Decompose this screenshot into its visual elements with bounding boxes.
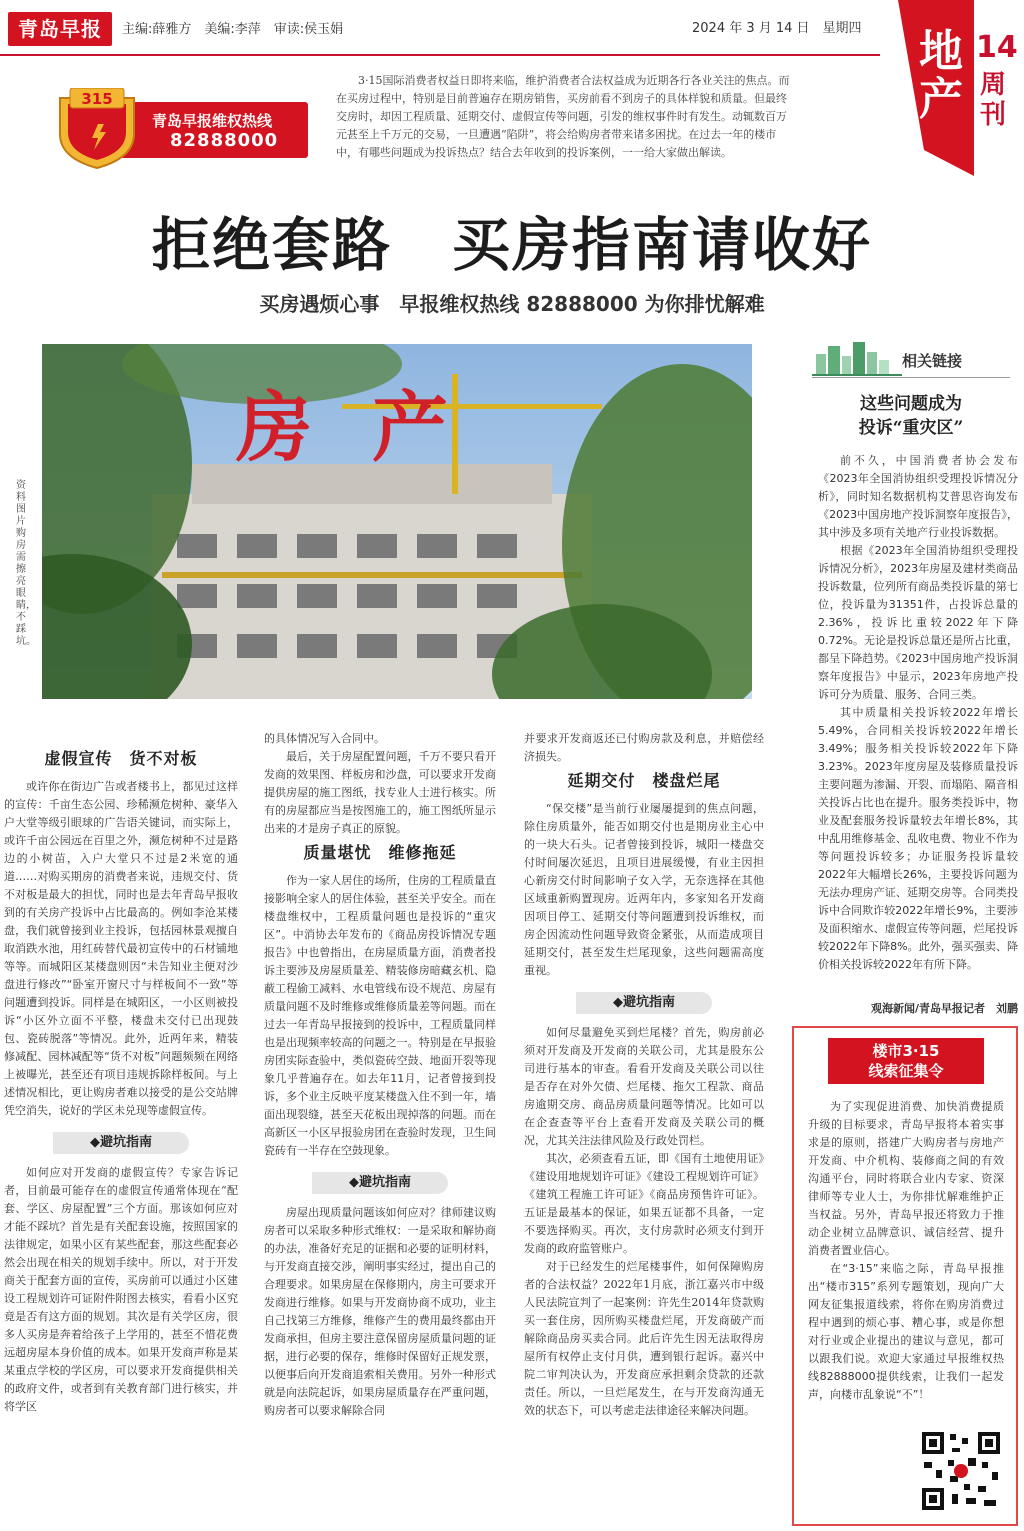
paragraph: “保交楼”是当前行业屡屡提到的焦点问题，除住房质量外，能否如期交付也是期房业主心中的一块大石头。记者曾接到投诉，城阳一楼盘交付时间屡次延迟，且项目进展缓慢，有业主因担心新房交付时间影响子女入学，无奈选择在其他区域重新购置现房。近两年内，多家知名开发商因项目停工、延期交付等问题遭到投诉维权，而房企因流动性问题导致资金紧张，从而造成项目延期交付，甚至发生烂尾现象，这些问题需高度重视。 (524, 802, 764, 977)
clue-collection-box (792, 1026, 1018, 1526)
shield-315-icon (48, 88, 146, 170)
hotline-number[interactable]: 82888000 (170, 130, 279, 151)
section-name: 地产 (919, 26, 963, 125)
photo-sign-text: 房产 (236, 383, 508, 472)
article-column-3 (524, 730, 764, 1420)
paragraph: 为了实现促进消费、加快消费提质升级的目标要求，青岛早报将本着实事求是的原则，搭建广大购房者与房地产开发商、中介机构、装修商之间的有效沟通平台，同时将联合业内专家、资深律师等专业人士，为你排忧解难维护正当权益。另外，青岛早报还将致力于推动企业树立品牌意识、诚信经营、提升消费者置业信心。 (808, 1100, 1004, 1257)
section-heading-quality: 质量堪忧 维修拖延 (303, 843, 457, 862)
city-skyline-icon (812, 340, 902, 376)
newspaper-logo[interactable]: 青岛早报 (8, 12, 112, 46)
news-photo[interactable] (42, 344, 752, 699)
paragraph: 房屋出现质量问题该如何应对？律师建议购房者可以采取多种形式维权：一是采取和解协商的办法，准备好充足的证据和必要的证明材料，与开发商直接交涉，阐明事实经过，提出自己的合理要求。如果房屋在保修期内，房主可要求开发商进行维修。如果与开发商协商不成功，业主自己找第三方维修，维修产生的费用最终都由开发商承担，但房主要注意保留房屋质量问题的证据，进行必要的保存，维修时保留好正规发票，以便事后向开发商追索相关费用。另外一种形式就是向法院起诉，如果房屋质量存在严重问题，购房者可以要求解除合同 (264, 1206, 496, 1417)
section-heading-delayed-delivery: 延期交付 楼盘烂尾 (567, 771, 721, 790)
hotline-title: 青岛早报维权热线 (152, 112, 273, 130)
paragraph: 在“3·15”来临之际，青岛早报推出“楼市315”系列专题策划，现向广大网友征集报道线索，将你在购房消费过程中遇到的烦心事、糟心事，或是你想对行业或企业提出的建议与意见，都可以跟我们说。欢迎大家通过早报维权热线82888000提供线索，让我们一起发声，向楼市乱象说“不”！ (808, 1262, 1004, 1401)
section-heading-false-advertising: 虚假宣传 货不对板 (44, 749, 198, 768)
sidebar-article (818, 452, 1018, 974)
tip-label: ◆避坑指南 (312, 1172, 448, 1194)
hotline-badge[interactable] (48, 88, 308, 170)
qr-code-icon[interactable] (918, 1428, 1004, 1514)
photo-caption: 资料图片 购房需擦亮眼睛，不踩坑。 (16, 480, 36, 647)
paragraph: 前不久，中国消费者协会发布《2023年全国消协组织受理投诉情况分析》，同时知名数据机构艾普思咨询发布《2023中国房地产投诉洞察年度报告》，其中涉及多项有关地产行业投诉数据。 (818, 454, 1018, 539)
sidebar-title-line1: 这些问题成为 (860, 394, 962, 414)
tip-label: ◆避坑指南 (576, 992, 712, 1014)
editor-credits: 主编:薛雅方 美编:李萍 审读:侯玉娟 (122, 22, 344, 37)
sidebar-title (812, 392, 1010, 440)
headline: 拒绝套路 买房指南请收好 (151, 211, 872, 279)
paragraph: 或许你在街边广告或者楼书上，都见过这样的宣传：千亩生态公园、珍稀濒危树种、豪华入户大堂等级引眼球的广告语关键词，而实际上，或许千亩公园远在百里之外，濒危树种不过是路边的小树苗，入户大堂只不过是2米宽的通道……对购买期房的消费者来说，违规交付、货不对板是最大的担忧，同时也是去年青岛早报收到的有关房产投诉中占比最高的。例如李沧某楼盘，我们就曾接到业主投诉，包括园林景观擅自取消跌水池，用红砖替代最初宣传中的石材铺地等等。而城阳区某楼盘则因“未告知业主便对沙盘进行修改”“卧室开窗尺寸与样板间不一致”等问题遭到投诉。同样是在城阳区，一小区则被投诉“小区外立面不平整，楼盘未交付已出现鼓包、瓷砖脱落”等情况。此外，近两年来，精装修减配、园林减配等“货不对板”问题频频在网络上被曝光，甚至还有项目违规拆除样板间。与上述情况相比，更让购房者难以接受的是公交站牌凭空消失，说好的学区未兑现等虚假宣传。 (4, 780, 238, 1117)
construction-photo-image (42, 344, 752, 699)
paragraph: 其次，必须查看五证，即《国有土地使用证》《建设用地规划许可证》《建设工程规划许可证》《建筑工程施工许可证》《商品房预售许可证》。五证是最基本的保证，如果五证都不具备，一定不要选择购买。再次，支付房款时必须支付到开发商的政府监管账户。 (524, 1152, 764, 1255)
paragraph: 最后，关于房屋配置问题，千万不要只看开发商的效果图、样板房和沙盘，可以要求开发商提供房屋的施工图纸，找专业人士进行核实。所有的房屋都应当是按图施工的，施工图纸所显示出来的才是房子真正的原貌。 (264, 750, 496, 835)
page-number: 14 (976, 30, 1018, 65)
masthead (0, 0, 880, 56)
section-flag (884, 0, 1024, 176)
article-column-1 (4, 744, 238, 1416)
paragraph: 的具体情况写入合同中。 (264, 732, 385, 745)
byline: 观海新闻/青岛早报记者 刘鹏 (870, 1002, 1018, 1015)
sidebar-title-line2: 投诉“重灾区” (858, 418, 964, 438)
clue-banner (828, 1038, 984, 1084)
subheadline: 买房遇烦心事 早报维权热线 82888000 为你排忧解难 (259, 292, 765, 316)
paragraph: 如何尽量避免买到烂尾楼？首先，购房前必须对开发商及开发商的关联公司，尤其是股东公司进行基本的审查。看看开发商及关联公司以往是否存在对外欠债、烂尾楼、拖欠工程款、商品房逾期交房、商品房质量问题等情况。比如可以在企查查等平台上查看开发商及关联公司的概况，尤其关注法律风险及行政处罚栏。 (524, 1026, 764, 1147)
related-links-label: 相关链接 (902, 352, 963, 370)
paragraph: 如何应对开发商的虚假宣传？专家告诉记者，目前最可能存在的虚假宣传通常体现在“配套、学区、房屋配置”三个方面。那该如何应对才能不踩坑？首先是有关配套设施，按照国家的法律规定，如果小区有某些配套，那这些配套必然会出现在相关的规划手续中。所以，对于开发商关于配套方面的宣传，买房前可以通过小区建设工程规划许可证附件附图去核实，看看小区究竟是否有这方面的规划。其次是有关学区房，很多人买房是奔着给孩子上学用的，甚至不惜花费远超房屋本身价值的成本。如果开发商声称是某某重点学校的学区房，可以要求开发商提供相关的政府文件，或者到有关教育部门进行核实，并将学区 (4, 1166, 238, 1413)
clue-text (808, 1098, 1004, 1404)
tip-label: ◆避坑指南 (53, 1132, 189, 1154)
badge-315-text: 315 (81, 90, 113, 108)
paragraph: 对于已经发生的烂尾楼事件，如何保障购房者的合法权益？2022年1月底，浙江嘉兴市中级人民法院宣判了一起案例：许先生2014年贷款购买一套住房，因所购买楼盘烂尾，开发商破产而解除商品房买卖合同。此后许先生因无法取得房屋所有权停止支付月供，遭到银行起诉。嘉兴中院二审判决认为，开发商应承担剩余贷款的还款责任。所以，一旦烂尾发生，在与开发商沟通无效的状态下，可以考虑走法律途径来解决问题。 (524, 1260, 764, 1417)
paragraph: 作为一家人居住的场所，住房的工程质量直接影响全家人的居住体验，甚至关乎安全。而在楼盘维权中，工程质量问题也是投诉的“重灾区”。中消协去年发布的《商品房投诉情况专题报告》中也曾指出，在房屋质量方面，消费者投诉主要涉及房屋质量差、精装修房暗藏玄机、隐蔽工程偷工减料、水电管线布设不规范、房屋有质量问题不及时维修或维修质量差等问题。而在过去一年青岛早报接到的投诉中，工程质量同样也是出现频率较高的问题之一。特别是在早报验房团实际查验中，类似瓷砖空鼓、地面开裂等现象几乎普遍存在。如去年11月，记者曾接到投诉，多个业主反映平度某楼盘入住不到一年，墙面出现裂缝，甚至天花板出现掉落的问题。而在高新区一小区早报验房团在查验时发现，卫生间瓷砖有一半存在空鼓现象。 (264, 874, 496, 1157)
weekly-label: 周刊 (980, 70, 1007, 130)
issue-date: 2024 年 3 月 14 日 星期四 (692, 21, 862, 36)
divider (812, 377, 1010, 378)
paragraph: 并要求开发商返还已付购房款及利息，并赔偿经济损失。 (524, 732, 764, 763)
article-column-2 (264, 730, 496, 1420)
paragraph: 其中质量相关投诉较2022年增长5.49%，合同相关投诉较2022年增长3.49%；服务相关投诉较2022年下降3.23%。2023年度房屋及装修质量投诉主要问题为渗漏、开裂、而塌陷、隔音相关投诉占比也在提升。服务类投诉中，物业及配套服务投诉量较去年增长8%，其中乱用维修基金、乱收电费、物业不作为等问题投诉较多；办证服务投诉量较2022年大幅增长26%，主要投诉问题为无法办理房产证、延期交房等。合同类投诉中合同欺诈较2022年增长9%，主要涉及面积缩水、虚假宣传等问题，烂尾投诉较2022年下降8%。此外，强买强卖、降价相关投诉较2022年有所下降。 (818, 706, 1018, 971)
lead-paragraph: 3·15国际消费者权益日即将来临，维护消费者合法权益成为近期各行各业关注的焦点。而在买房过程中，特别是目前普遍存在期房销售，买房前看不到房子的具体样貌和质量。但最终交房时，却因工程质量、延期交付、虚假宣传等问题，引发的维权事件时有发生。动辄数百万元甚至上千万元的交易，一旦遭遇“陷阱”，将会给购房者带来诸多困扰。在过去一年的楼市中，有哪些问题成为投诉热点？结合去年收到的投诉案例，一一给大家做出解读。 (336, 74, 790, 159)
clue-title-line2: 线索征集令 (868, 1062, 944, 1080)
clue-title-line1: 楼市3·15 (872, 1042, 940, 1060)
paragraph: 根据《2023年全国消协组织受理投诉情况分析》，2023年房屋及建材类商品投诉数量，位列所有商品类投诉量的第七位，投诉量为31351件，占投诉总量的2.36%，投诉比重较2022年下降0.72%。无论是投诉总量还是所占比重，都呈下降趋势。《2023中国房地产投诉洞察年度报告》中显示，2023年房地产投诉可分为质量、服务、合同三类。 (818, 544, 1018, 701)
